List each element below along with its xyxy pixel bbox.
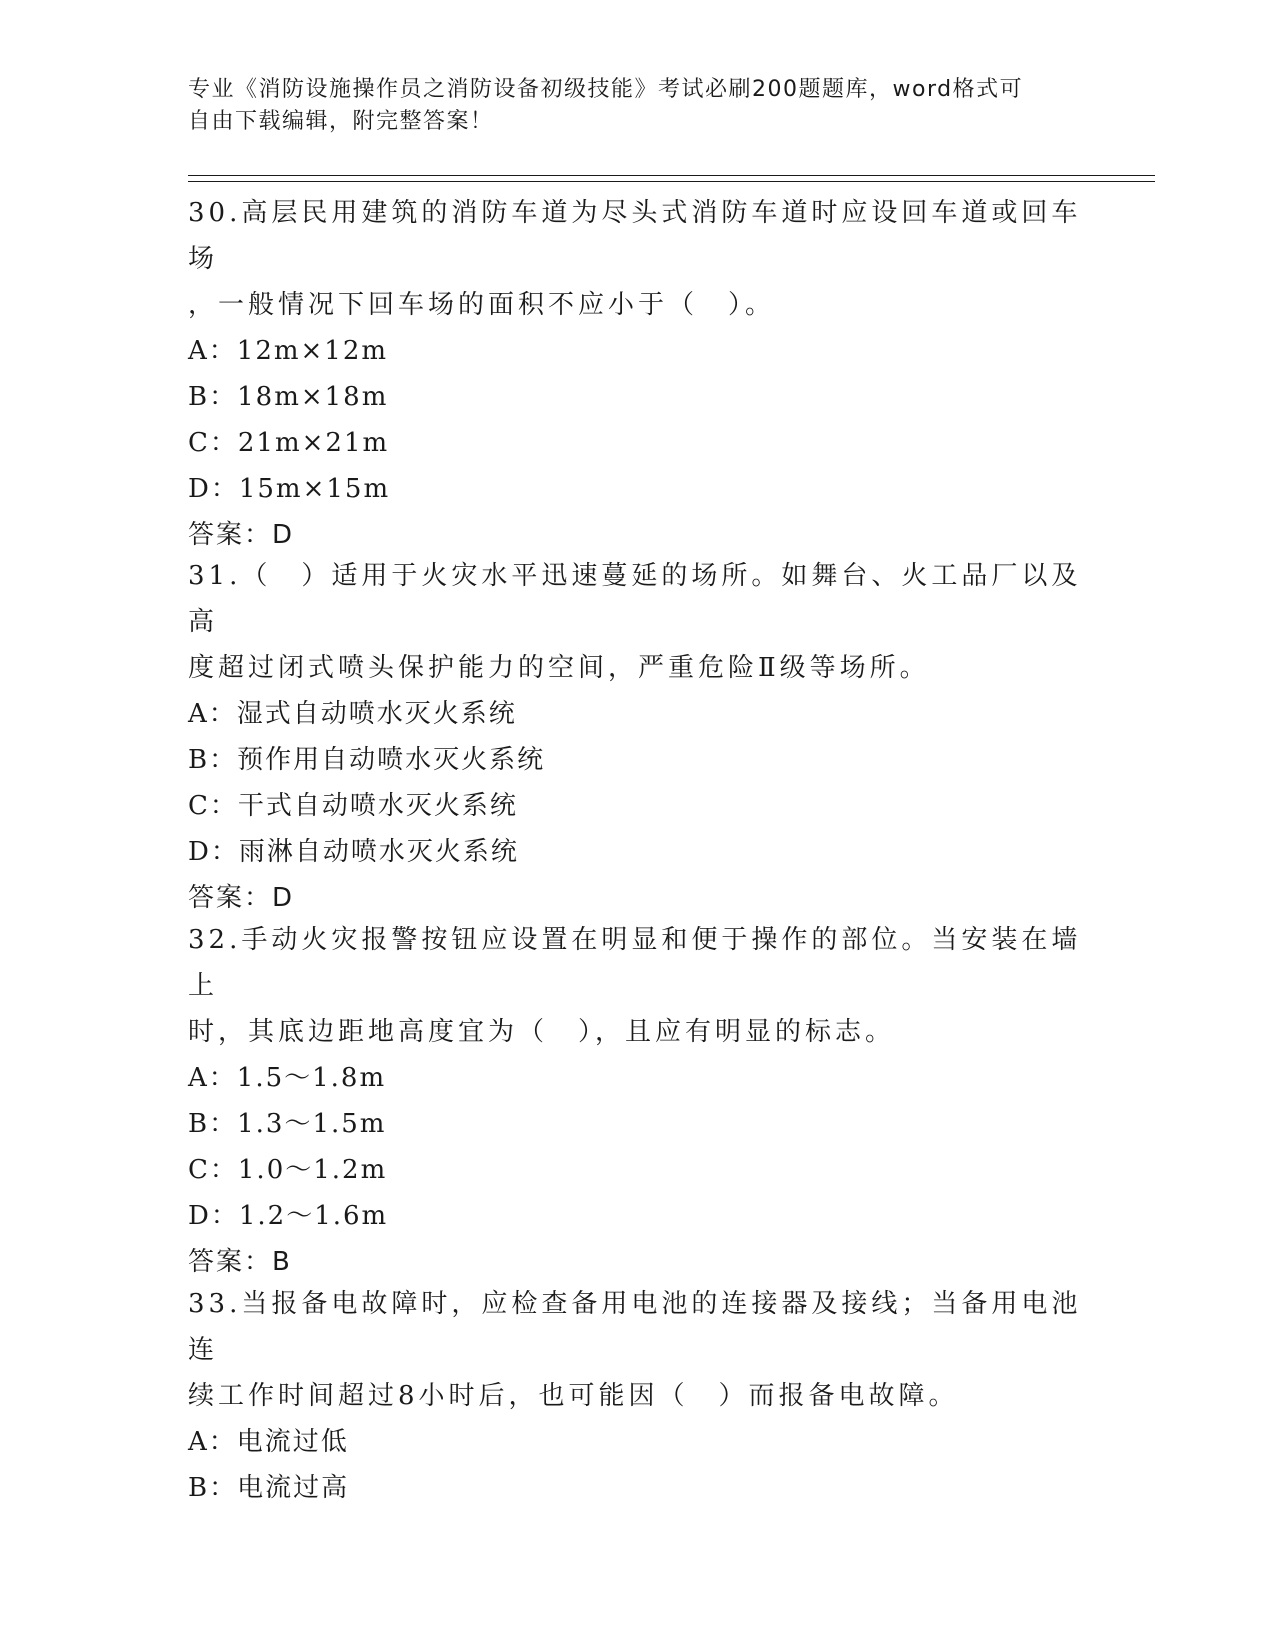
header-line-1: 专业《消防设施操作员之消防设备初级技能》考试必刷200题题库，word格式可 [188,77,1024,102]
option-c: C：干式自动喷水灭火系统 [188,791,518,821]
header-divider-top [188,175,1155,176]
option-b: B：18m×18m [188,382,389,412]
question-stem-line: 33.当报备电故障时，应检查备用电池的连接器及接线；当备用电池连 [188,1289,1082,1365]
answer: 答案：D [188,520,295,550]
document-header [188,74,1068,138]
question-stem-line: ，一般情况下回车场的面积不应小于（ ）。 [188,290,776,320]
header-line-2: 自由下载编辑，附完整答案！ [188,109,494,134]
option-c: C：1.0～1.2m [188,1155,388,1185]
option-b: B：1.3～1.5m [188,1109,387,1139]
option-a: A：1.5～1.8m [188,1063,387,1093]
question-stem-line: 续工作时间超过8小时后，也可能因（ ）而报备电故障。 [188,1381,959,1411]
question-stem-line: 度超过闭式喷头保护能力的空间，严重危险Ⅱ级等场所。 [188,653,930,683]
answer: 答案：D [188,883,295,913]
option-d: D：15m×15m [188,474,391,504]
question-30 [188,190,1088,558]
question-stem-line: 时，其底边距地高度宜为（ ），且应有明显的标志。 [188,1017,896,1047]
question-31 [188,553,1088,921]
option-a: A：电流过低 [188,1427,349,1457]
question-stem-line: 32.手动火灾报警按钮应设置在明显和便于操作的部位。当安装在墙上 [188,925,1082,1001]
option-d: D：雨淋自动喷水灭火系统 [188,837,519,867]
option-d: D：1.2～1.6m [188,1201,389,1231]
option-a: A：湿式自动喷水灭火系统 [188,699,517,729]
option-b: B：电流过高 [188,1473,350,1503]
answer: 答案：B [188,1247,292,1277]
question-33 [188,1281,1088,1511]
option-c: C：21m×21m [188,428,390,458]
question-stem-line: 30.高层民用建筑的消防车道为尽头式消防车道时应设回车道或回车场 [188,198,1082,274]
question-32 [188,917,1088,1285]
header-divider-bottom [188,181,1155,182]
question-stem-line: 31.（ ）适用于火灾水平迅速蔓延的场所。如舞台、火工品厂以及高 [188,561,1082,637]
option-a: A：12m×12m [188,336,389,366]
option-b: B：预作用自动喷水灭火系统 [188,745,546,775]
